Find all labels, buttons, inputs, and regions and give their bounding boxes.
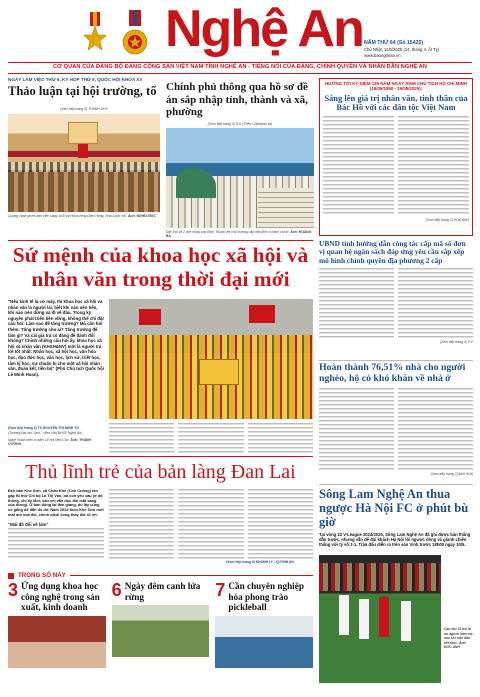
article-football[interactable] [319, 487, 473, 692]
right3-caption: Cầu thủ SLNA tri ân người hâm mộ sau khi trận đấu kết thúc. Ảnh: ĐỨC ANH [444, 627, 473, 650]
article2-byline: (Xem tiếp trang 3) N.K (Theo Chinhphu.vn) [207, 121, 273, 126]
article2-caption: Đặc thù về 2 tỉnh nhập vào Bình Thuận với chủ trương sắp xếp đơn vị hành chính. Ảnh: HOÀNG BẢ [166, 229, 312, 238]
main-headline[interactable]: Sứ mệnh của khoa học xã hội và nhân văn trong thời đại mới [12, 243, 309, 291]
right1-byline: (Xem tiếp trang 2) P.V [439, 340, 473, 345]
masthead-rule [8, 62, 472, 63]
issue-number: NĂM THỨ 64 (Số 15425) [364, 40, 424, 46]
main-byline2: (Trường Đại học Vinh - Viện Văn ĐHSP Nghệ An) [8, 431, 83, 435]
article2-photo [166, 128, 314, 228]
right3-headline[interactable]: Sông Lam Nghệ An thua ngược Hà Nội FC ở phút bù giờ [319, 487, 469, 529]
inside-item-7-num: 7 [215, 580, 226, 600]
feature-byline: (Xem tiếp trang 3) KHÁNH LY - QUỲNH AN [226, 560, 294, 564]
article1-caption: Quang cảnh phiên làm việc sáng 10/5 tại Hội trường Diên Hồng, Nhà Quốc hội. Ảnh: NGHĨA ĐỨC [8, 214, 157, 218]
inside-item-6-num: 6 [111, 580, 122, 600]
inside-section [8, 572, 313, 692]
right2-byline: (Xem tiếp trang 2) MAI HOA [430, 472, 473, 476]
main-body [109, 423, 313, 453]
labor-order-medal-icon [122, 10, 148, 62]
feature-lead: Đến bản Khe Sơn, xã Châu Khê (Con Cuông) tìm gặp Bí thư Chi bộ La Thị Vân, bà con yêu cầu (ở độ thông, chị ấy lắm; sau chị vẫn đọc đôi mắt sáng của đứng). Ở bản đồng lại lắm giang, dù lấy cũng cố gắng để dẫn đó dó. Năm 2024 thôn Khe Sơn mới mất mù xoá đói, chính cảnh sống thay đổi rõ rệt. [8, 488, 104, 517]
boxed-kicker: HƯỚNG TỚI KỶ NIỆM 135 NĂM NGÀY SINH CHỦ TỊCH HỒ CHÍ MINH (19/05/1890 - 19/05/2025): [324, 81, 468, 92]
inside-item-3-num: 3 [8, 580, 19, 600]
boxed-byline: (Xem tiếp trang 3) HOÀ ANH [425, 218, 469, 222]
article-housing[interactable] [319, 362, 473, 482]
inside-label: TRONG SỐ NÀY [18, 572, 66, 579]
right3-lead: Tại vòng 22 V-League 2024/2025, Sông Lam Nghệ An đã ghi được bàn thắng dẫn trước, nhưng vẫn để đội khách Hà Nội lội ngược dòng và giành chiến thắng với tỷ số 2-1. Trận đấu diễn ra trên sân Vinh trước 18h00 ngày 10/5. [319, 532, 471, 548]
inside-item-3[interactable] [8, 581, 106, 668]
article-budget-code[interactable] [319, 240, 473, 358]
main-article[interactable] [8, 243, 313, 453]
website[interactable]: www.baonghean.vn [364, 53, 401, 58]
section-rule-1 [8, 240, 313, 241]
right-divider-2 [319, 484, 473, 485]
boxed-body-col2 [398, 116, 469, 216]
article1-headline[interactable]: Thảo luận tại hội trường, tổ [8, 84, 157, 98]
feature-headline[interactable]: Thủ lĩnh trẻ của bản làng Đan Lai [25, 461, 296, 483]
inside-item-7-photo [215, 616, 313, 668]
article1-kicker: NGÀY LÀM VIỆC THỨ 6, KỲ HỌP THỨ 9, QUỐC HỘI KHÓA XV [8, 77, 143, 82]
main-caption: Nghệ thuật chèo ví dặm Lễ hội Đền Côn. Ảnh: THANH CƯỜNG [8, 438, 91, 446]
main-photo [109, 299, 313, 419]
article-national-assembly[interactable] [8, 77, 160, 237]
logo[interactable]: Nghệ An [165, 0, 363, 58]
inside-item-3-photo [8, 616, 106, 668]
inside-item-6-title[interactable]: Ngày đêm canh lửa rừng [124, 581, 201, 602]
article1-photo [8, 114, 160, 212]
feature-subhead: "Mái đã đổi về làm" [8, 522, 49, 527]
main-byline: (Xem tiếp trang 4) TS NGUYỄN THỊ MINH TÚ [8, 426, 79, 430]
inside-item-6[interactable] [112, 581, 210, 668]
feature-article[interactable] [8, 460, 313, 570]
date-line: Chủ Nhật, 11/5/2025 (14, tháng 4, Ất Tỵ) [364, 47, 440, 52]
article2-headline[interactable]: Chính phủ thông qua hồ sơ đề án sắp nhập tỉnh, thành và xã, phường [166, 81, 308, 118]
right3-photo [319, 555, 441, 683]
main-quote: "Nếu kinh tế là cơ máy, thì khoa học xã hội và nhân văn là người lái, biết khi nào nên tiến, khi nào nên dừng và đi về đâu. Trong kỷ nguyên phát triển bền vững, không thể chỉ đặt câu hỏi: Làm sao để tăng trưởng? Mà cần hỏi thêm: Tăng trưởng cho ai? Tăng trưởng để làm gì? Và cái giá trả có đáng để đánh đổi không? Chính những câu hỏi ấy, khoa học xã hội và nhân văn (KHXH&NV) mới là người trả lời tốt nhất: Nhân học, xã hội học, văn hóa học, đạo đức học, văn học, lịch sử, triết học, tâm lý học, sự chuẩn bị cho một xã hội nhân văn, đoàn kết, tiến bộ" (Phó Chủ tịch Quốc hội Lê Minh Hoan). [8, 299, 104, 377]
tagline-rule [8, 73, 472, 74]
article-ho-chi-minh-boxed[interactable] [319, 78, 473, 236]
section-rule-2 [8, 456, 313, 457]
inside-item-7[interactable] [215, 581, 313, 668]
boxed-body-col1 [323, 116, 394, 216]
tagline: CƠ QUAN CỦA ĐẢNG BỘ ĐẢNG CỘNG SẢN VIỆT NAM TỈNH NGHỆ AN - TIẾNG NÓI CỦA ĐẢNG, CHÍNH QUYỀN VÀ NHÂN DÂN NGHỆ AN [52, 64, 428, 70]
article-provincial-merger[interactable] [166, 81, 314, 237]
inside-item-6-photo [112, 605, 210, 657]
right1-headline[interactable]: UBND tỉnh hướng dẫn công tác cấp mã số đơn vị quan hệ ngân sách đáp ứng yêu cầu sắp xếp mô hình chính quyền địa phương 2 cấp [319, 239, 466, 265]
right2-headline[interactable]: Hoàn thành 76,51% nhà cho người nghèo, hộ có khó khăn về nhà ở [319, 362, 466, 384]
article1-byline: (Xem tiếp trang 3) THÀNH DUY [60, 107, 108, 111]
right-divider-1 [319, 360, 473, 361]
inside-item-7-title[interactable]: Cần chuyên nghiệp hóa phong trào pickleball [228, 581, 304, 612]
masthead [0, 0, 480, 75]
gold-star-medal-icon [84, 12, 106, 60]
inside-item-3-title[interactable]: Ứng dụng khoa học công nghệ trong sản xuất, kinh doanh [21, 581, 100, 612]
boxed-headline[interactable]: Sáng lên giá trị nhân văn, tinh thần của Bác Hồ với các dân tộc Việt Nam [324, 92, 468, 113]
